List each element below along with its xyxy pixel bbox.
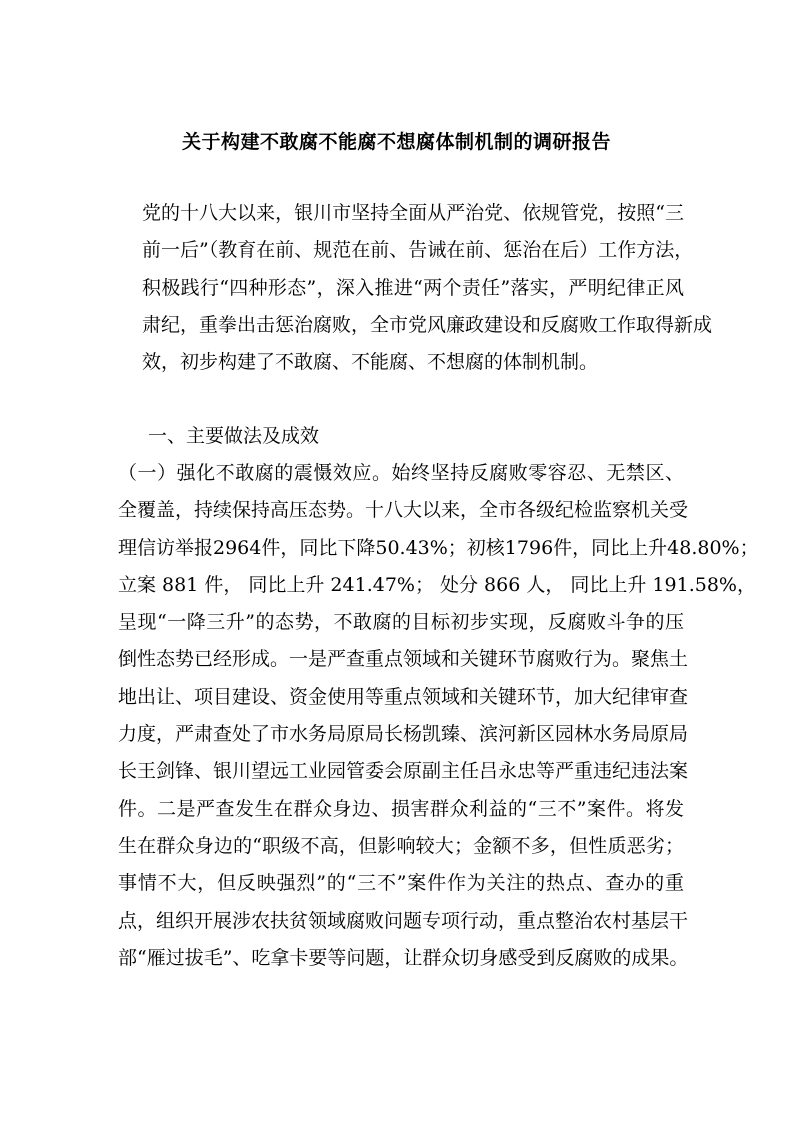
section1-line-3: 理信访举报2964件，同比下降50.43%；初核1796件，同比上升48.80%； — [118, 536, 759, 559]
section1-line-9: 长王剑锋、银川望远工业园管委会原副主任吕永忠等严重违纪违法案 — [118, 760, 689, 783]
section-heading — [148, 418, 684, 455]
section1-line-7: 地出让、项目建设、资金使用等重点领域和关键环节，加大纪律审查 — [118, 685, 689, 708]
document-title: 关于构建不敢腐不能腐不想腐体制机制的调研报告 — [181, 131, 611, 153]
section1-line-10: 件。二是严查发生在群众身边、损害群众利益的“三不”案件。将发 — [118, 797, 684, 820]
section1-line-8: 力度，严肃查处了市水务局原局长杨凯臻、滨河新区园林水务局原局 — [118, 723, 689, 746]
section1-paragraph — [118, 455, 759, 977]
intro-line-1: 党的十八大以来，银川市坚持全面从严治党、依规管党，按照“三 — [142, 202, 684, 224]
section1-line-2: 全覆盖，持续保持高压态势。十八大以来，全市各级纪检监察机关受 — [118, 499, 689, 522]
section1-line-13: 点，组织开展涉农扶贫领域腐败问题专项行动，重点整治农村基层干 — [118, 909, 689, 932]
intro-line-2: 前一后”（教育在前、规范在前、告诫在前、惩治在后）工作方法， — [142, 239, 694, 262]
section1-line-11: 生在群众身边的“职级不高，但影响较大；金额不多，但性质恶劣； — [118, 834, 684, 857]
section1-line-6: 倒性态势已经形成。一是严查重点领域和关键环节腐败行为。聚焦土 — [118, 648, 689, 671]
section-heading-text: 一、主要做法及成效 — [148, 425, 320, 447]
section1-line-14: 部“雁过拔毛”、吃拿卡要等问题，让群众切身感受到反腐败的成果。 — [118, 946, 689, 969]
section1-line-5: 呈现“一降三升”的态势，不敢腐的目标初步实现，反腐败斗争的压 — [118, 611, 684, 634]
section1-line-4: 立案 881 件， 同比上升 241.47%； 处分 866 人， 同比上升 191.58%， — [118, 573, 756, 596]
section1-line-1: （一）强化不敢腐的震慑效应。始终坚持反腐败零容忍、无禁区、 — [118, 462, 684, 484]
intro-line-4: 肃纪，重拳出击惩治腐败，全市党风廉政建设和反腐败工作取得新成 — [142, 313, 713, 336]
section1-line-12: 事情不大，但反映强烈”的“三不”案件作为关注的热点、查办的重 — [118, 872, 684, 895]
intro-line-5: 效，初步构建了不敢腐、不能腐、不想腐的体制机制。 — [142, 351, 599, 374]
intro-paragraph — [118, 195, 713, 381]
intro-line-3: 积极践行“四种形态”，深入推进“两个责任”落实，严明纪律正风 — [142, 276, 684, 299]
